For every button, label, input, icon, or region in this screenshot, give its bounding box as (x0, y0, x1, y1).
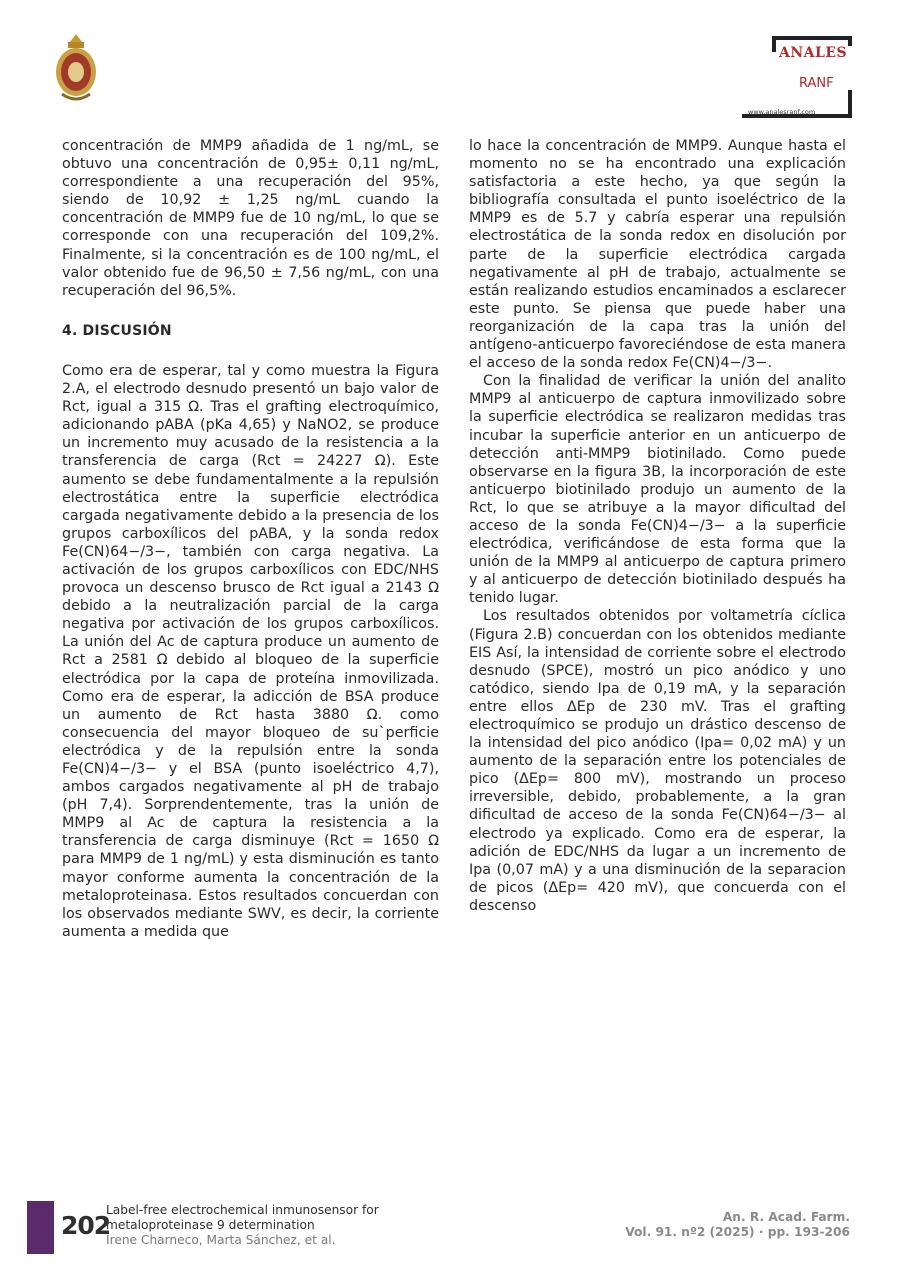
article-authors: Irene Charneco, Marta Sánchez, et al. (106, 1233, 336, 1247)
footer-accent-bar (27, 1201, 54, 1254)
logo-subtitle: RANF (799, 76, 834, 91)
paragraph: Con la finalidad de verificar la unión del analito MMP9 al anticuerpo de captura inmovilizado sobre la superficie electródica se realizaron medidas tras incubar la superficie anterior en un anticuerpo de detección anti-MMP9 biotinilado. Como puede observarse en la figura 3B, la incorporación de este anticuerpo biotinilado produjo un aumento de la Rct, lo que se atribuye a la mayor dificultad del acceso de la sonda Fe(CN)4−/3− a la superficie electródica, verificándose de esta forma que la unión de la MMP9 al anticuerpo de captura primero y al anticuerpo de detección biotinilado después ha tenido lugar. (469, 373, 846, 607)
section-heading: 4. DISCUSIÓN (62, 322, 172, 339)
footer-article-info (106, 1203, 379, 1248)
right-column (469, 137, 846, 915)
journal-volume: Vol. 91. nº2 (2025) · pp. 193-206 (625, 1225, 850, 1239)
paragraph: Como era de esperar, tal y como muestra la Figura 2.A, el electrodo desnudo presentó un bajo valor de Rct, igual a 315 Ω. Tras el grafting electroquímico, adicionando pABA (pKa 4,65) y NaNO2, se produce un incremento muy acusado de la resistencia a la transferencia de carga (Rct = 24227 Ω). Este aumento se debe fundamentalmente a la repulsión electrostática entre la superficie electródica cargada negativamente debido a la presencia de los grupos carboxílicos del pABA, y la sonda redox Fe(CN)64−/3−, también con carga negativa. La activación de los grupos carboxílicos con EDC/NHS provoca un descenso brusco de Rct igual a 2143 Ω debido a la neutralización parcial de la carga negativa por activación de los grupos carboxílicos. La unión del Ac de captura produce un aumento de Rct a 2581 Ω debido al bloqueo de la superficie electródica por la capa de proteína inmovilizada. Como era de esperar, la adicción de BSA produce un aumento de Rct hasta 3880 Ω. como consecuencia del mayor bloqueo de su`perficie electródica y de la repulsión entre la sonda Fe(CN)4−/3− y el BSA (punto isoeléctrico 4,7), ambos cargados negativamente al pH de trabajo (pH 7,4). Sorprendentemente, tras la unión de MMP9 al Ac de captura la resistencia a la transferencia de carga disminuye (Rct = 1650 Ω para MMP9 de 1 ng/mL) y esta disminución es tanto mayor conforme aumenta la concentración de la metaloproteinasa. Estos resultados concuerdan con los observados mediante SWV, es decir, la corriente aumenta a medida que (62, 362, 439, 940)
logo-name: ANALES (779, 45, 848, 61)
article-title-line: metaloproteinase 9 determination (106, 1218, 315, 1232)
logo-url: www.analesranf.com (748, 108, 816, 116)
paragraph: lo hace la concentración de MMP9. Aunque hasta el momento no se ha encontrado una explicación satisfactoria a este hecho, ya que según la bibliografía consultada el punto isoeléctrico de la MMP9 es de 5.7 y cabría esperar una repulsión electrostática de la sonda redox en disolución por parte de la superficie electródica cargada negativamente al pH de trabajo, actualmente se están realizando estudios encaminados a esclarecer este punto. Se piensa que puede haber una reorganización de la capa tras la unión del antígeno-anticuerpo favoreciéndose de esta manera el acceso de la sonda redox Fe(CN)4−/3−. (469, 138, 846, 372)
article-title-line: Label-free electrochemical inmunosensor for (106, 1203, 379, 1217)
left-column (62, 137, 439, 941)
footer-journal-info (625, 1210, 850, 1240)
paragraph: concentración de MMP9 añadida de 1 ng/mL, se obtuvo una concentración de 0,95± 0,11 ng/mL, correspondiente a una recuperación del 95%, siendo de 10,92 ± 1,25 ng/mL cuando la concentración de MMP9 fue de 10 ng/mL, lo que se corresponde con una recuperación del 109,2%. Finalmente, si la concentración es de 100 ng/mL, el valor obtenido fue de 96,50 ± 7,56 ng/mL, con una recuperación del 96,5%. (62, 138, 439, 299)
page-number: 202 (61, 1211, 111, 1240)
paragraph: Los resultados obtenidos por voltametría cíclica (Figura 2.B) concuerdan con los obtenidos mediante EIS Así, la intensidad de corriente sobre el electrodo desnudo (SPCE), mostró un pico anódico y uno catódico, siendo Ipa de 0,19 mA, y la separación entre ellos ΔEp de 230 mV. Tras el grafting electroquímico se produjo un drástico descenso de la intensidad del pico anódico (Ipa= 0,02 mA) y un aumento de la separación entre los potenciales de pico (ΔEp= 800 mV), mostrando un proceso irreversible, debido, probablemente, a la gran dificultad de acceso de la sonda Fe(CN)64−/3− al electrodo ya explicado. Como era de esperar, la adición de EDC/NHS da lugar a un incremento de Ipa (0,07 mA) y a una disminución de la separacion de picos (ΔEp= 420 mV), que concuerda con el descenso (469, 608, 846, 914)
journal-name: An. R. Acad. Farm. (722, 1210, 850, 1224)
academy-seal-icon (52, 32, 100, 106)
